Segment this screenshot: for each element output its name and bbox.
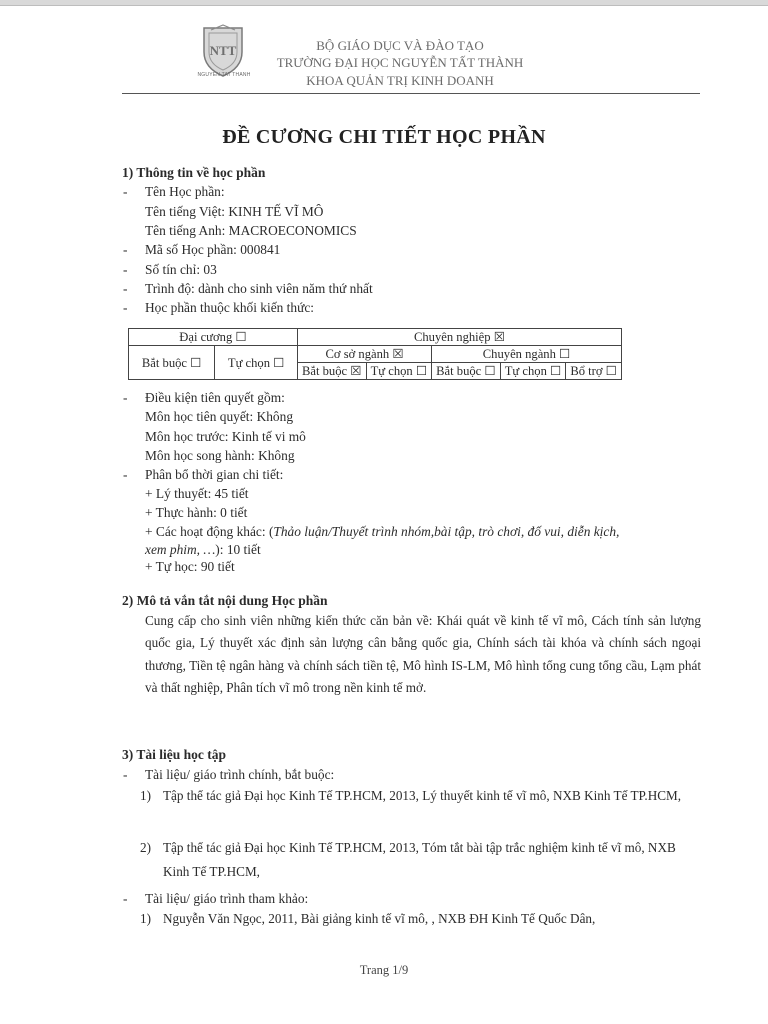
- cell-foundation: Cơ sở ngành ☒: [298, 346, 432, 363]
- university-name: TRƯỜNG ĐẠI HỌC NGUYỄN TẤT THÀNH: [276, 55, 524, 70]
- ref-1: Tập thể tác giả Đại học Kinh Tế TP.HCM, 2013, Lý thuyết kinh tế vĩ mô, NXB Kinh Tế TP.HCM,: [163, 788, 682, 803]
- course-name-vn: Tên tiếng Việt: KINH TẾ VĨ MÔ: [145, 204, 324, 219]
- other-suffix: ): 10 tiết: [215, 542, 261, 557]
- cell-specialized-supplement: Bổ trợ ☐: [566, 363, 622, 380]
- course-name-label: Tên Học phần:: [145, 184, 225, 199]
- bullet-dash: -: [123, 891, 128, 906]
- extra-materials-label: Tài liệu/ giáo trình tham khảo:: [145, 891, 309, 906]
- knowledge-block-table: [128, 328, 622, 380]
- cell-general-elective: Tự chọn ☐: [215, 346, 298, 380]
- time-other-activities: [145, 524, 619, 540]
- cell-major: Chuyên nghiệp ☒: [298, 329, 622, 346]
- time-self-study: + Tự học: 90 tiết: [145, 559, 235, 574]
- cell-general: Đại cương ☐: [129, 329, 298, 346]
- cell-specialized-elective: Tự chọn ☐: [500, 363, 566, 380]
- logo-text: NTT: [209, 43, 237, 58]
- cell-specialized-required: Bắt buộc ☐: [432, 363, 501, 380]
- page-number: Trang 1/9: [359, 963, 409, 977]
- document-title: ĐỀ CƯƠNG CHI TIẾT HỌC PHẦN: [222, 126, 546, 148]
- ministry-name: BỘ GIÁO DỤC VÀ ĐÀO TẠO: [316, 38, 484, 53]
- course-description: Cung cấp cho sinh viên những kiến thức căn bản về: Khái quát về kinh tế vĩ mô, Cách tính sản lượng quốc gia, Lý thuyết xác định sản lượng cân bằng quốc gia, Chính sách tài khóa và chính sách ngoại thương, Tiền tệ ngân hàng và chính sách tiền tệ, Mô hình IS-LM, Mô hình tổng cung tổng cầu, Lạm phát và thất nghiệp, Phân tích vĩ mô trong nền kinh tế mở.: [145, 613, 701, 696]
- ref-2-number: 2): [140, 840, 151, 855]
- header-divider: [122, 93, 700, 94]
- cell-foundation-elective: Tự chọn ☐: [366, 363, 432, 380]
- prereq-previous: Môn học trước: Kinh tế vi mô: [145, 429, 306, 444]
- cell-foundation-required: Bắt buộc ☒: [298, 363, 367, 380]
- course-name-en: Tên tiếng Anh: MACROECONOMICS: [145, 223, 357, 238]
- other-activities-list-2: xem phim, …: [145, 542, 216, 557]
- section-2-heading: 2) Mô tả vắn tắt nội dung Học phần: [122, 593, 328, 608]
- ref-3-number: 1): [140, 911, 151, 926]
- course-code: Mã số Học phần: 000841: [145, 242, 281, 257]
- time-practice: + Thực hành: 0 tiết: [145, 505, 248, 520]
- prereq-prerequisite: Môn học tiên quyết: Không: [145, 409, 294, 424]
- ref-3: Nguyễn Văn Ngọc, 2011, Bài giảng kinh tế vĩ mô, , NXB ĐH Kinh Tế Quốc Dân,: [163, 911, 596, 926]
- bullet-dash: -: [123, 281, 128, 296]
- course-credits: Số tín chỉ: 03: [145, 262, 217, 277]
- main-materials-label: Tài liệu/ giáo trình chính, bắt buộc:: [145, 767, 335, 782]
- bullet-dash: -: [123, 262, 128, 277]
- cell-general-required: Bắt buộc ☐: [129, 346, 215, 380]
- other-prefix: + Các hoạt động khác: (: [145, 524, 274, 539]
- scan-edge-line: [0, 5, 768, 6]
- bullet-dash: -: [123, 467, 128, 482]
- ref-2: Tập thể tác giả Đại học Kinh Tế TP.HCM, 2013, Tóm tắt bài tập trắc nghiệm kinh tế vĩ mô, NXB Kinh Tế TP.HCM,: [163, 840, 676, 879]
- logo-caption: NGUYEN TAT THANH: [197, 72, 251, 78]
- bullet-dash: -: [123, 300, 128, 315]
- section-1-heading: 1) Thông tin về học phần: [122, 165, 266, 180]
- ref-1-number: 1): [140, 788, 151, 803]
- faculty-name: KHOA QUẢN TRỊ KINH DOANH: [306, 73, 494, 88]
- bullet-dash: -: [123, 242, 128, 257]
- bullet-dash: -: [123, 184, 128, 199]
- cell-specialized: Chuyên ngành ☐: [432, 346, 622, 363]
- other-activities-list: Thảo luận/Thuyết trình nhóm,bài tập, trò chơi, đố vui, diễn kịch,: [273, 524, 620, 539]
- bullet-dash: -: [123, 390, 128, 405]
- time-theory: + Lý thuyết: 45 tiết: [145, 486, 249, 501]
- section-3-heading: 3) Tài liệu học tập: [122, 747, 227, 762]
- course-level: Trình độ: dành cho sinh viên năm thứ nhất: [145, 281, 373, 296]
- bullet-dash: -: [123, 767, 128, 782]
- prereq-label: Điều kiện tiên quyết gồm:: [145, 390, 285, 405]
- time-other-activities-cont: [145, 542, 261, 558]
- knowledge-block-label: Học phần thuộc khối kiến thức:: [145, 300, 315, 315]
- prereq-parallel: Môn học song hành: Không: [145, 448, 295, 463]
- time-allocation-label: Phân bổ thời gian chi tiết:: [145, 467, 284, 482]
